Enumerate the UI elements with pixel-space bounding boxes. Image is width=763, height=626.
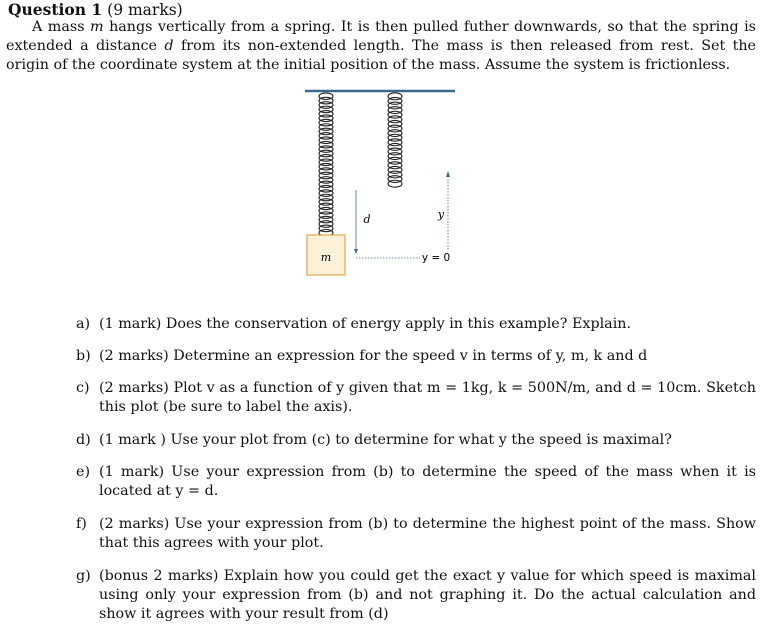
d-label: d [363,213,371,226]
intro-text-3: from its non-extended length. The mass is then released from rest. Set the origin of the coordinate system at the initial position of the mass. Assume the system is frictionless. [6,38,757,73]
part-c [76,379,756,417]
part-g [76,567,756,624]
part-text: (1 mark) Use your expression from (b) to determine the speed of the mass when it is located at y = d. [99,464,756,499]
y-label: y [437,208,445,221]
part-e [76,463,756,501]
intro-text-1: A mass [32,19,91,35]
question-intro [6,18,756,75]
part-b [76,347,756,366]
intro-var-d: d [164,38,174,54]
part-label: d) [76,432,91,448]
part-text: (1 mark) Does the conservation of energy apply in this example? Explain. [99,316,632,332]
part-label: e) [76,464,91,480]
question-number: Question 1 [8,0,103,19]
part-label: g) [76,568,91,584]
part-label: a) [76,316,91,332]
intro-text-2: hangs vertically from a spring. It is then pulled futher downwards, so that the spring is extended a distance [6,19,756,54]
part-text: (bonus 2 marks) Explain how you could get the exact y value for which speed is maximal using only your expression from (b) and not graphing it. Do the actual calculation and show it agrees with your result from (d) [99,568,756,622]
part-f [76,515,756,553]
part-d [76,431,756,450]
question-marks: (9 marks) [107,1,183,19]
y-zero-label: y = 0 [421,252,451,264]
part-label: c) [76,380,90,396]
rest-spring [388,93,402,187]
part-text: (2 marks) Determine an expression for the speed v in terms of y, m, k and d [99,348,648,364]
spring-diagram [290,86,470,286]
y-axis-arrowhead [446,171,450,177]
part-text: (2 marks) Use your expression from (b) to determine the highest point of the mass. Show that this agrees with your plot. [99,516,756,551]
part-a [76,315,756,334]
part-text: (2 marks) Plot v as a function of y given that m = 1kg, k = 500N/m, and d = 10cm. Sketch this plot (be sure to label the axis). [99,380,756,415]
spring-coil [388,180,402,187]
extended-spring [319,93,333,236]
mass-label: m [320,251,332,264]
question-title [8,0,183,19]
intro-var-m: m [90,19,104,35]
part-text: (1 mark ) Use your plot from (c) to determine for what y the speed is maximal? [99,432,672,448]
part-label: b) [76,348,91,364]
part-label: f) [76,516,87,532]
d-arrowhead [354,249,358,254]
